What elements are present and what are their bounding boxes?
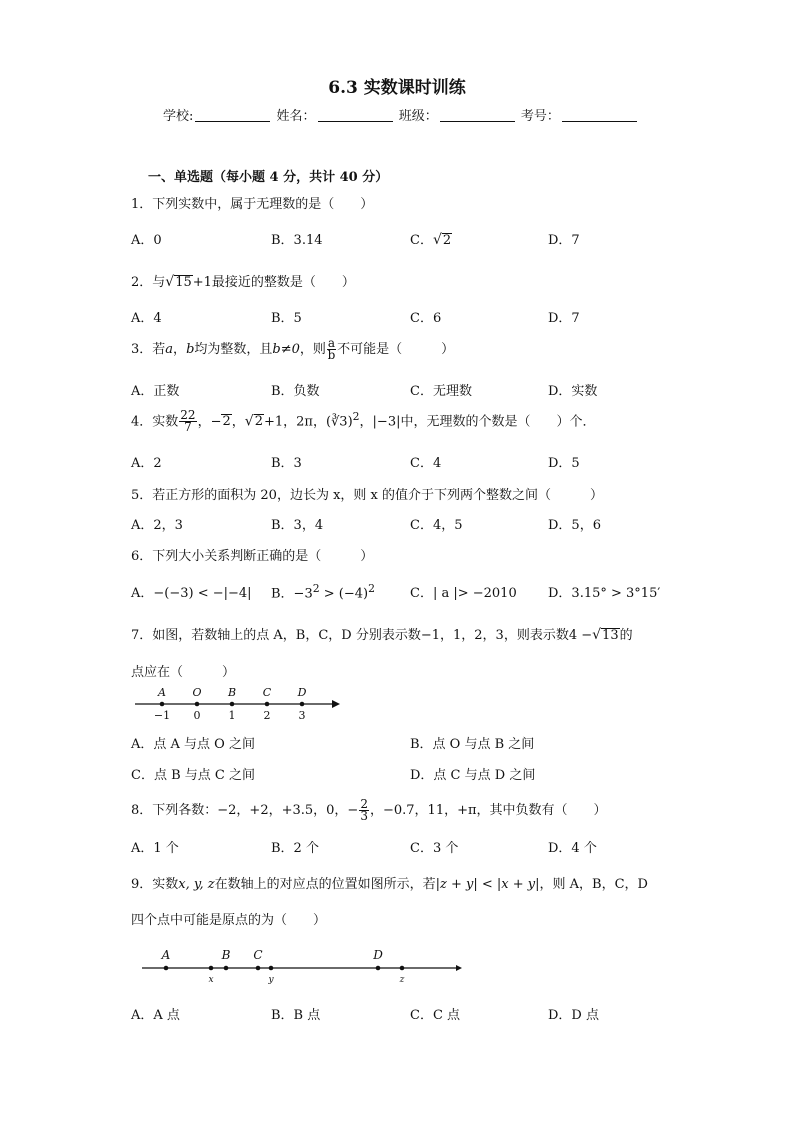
school-blank[interactable]: [195, 109, 270, 122]
q8-option-b[interactable]: B．2 个: [271, 841, 319, 856]
q9-option-c[interactable]: C．C 点: [410, 1008, 461, 1023]
axis-point-label-C: C: [262, 686, 272, 699]
q9-option-b[interactable]: B．B 点: [271, 1008, 321, 1023]
q2-option-c[interactable]: C．6: [410, 311, 442, 326]
q3-option-c[interactable]: C．无理数: [410, 384, 472, 399]
q1-option-c[interactable]: C．√2: [410, 232, 452, 248]
q4-fraction: $\frac{22}{7}$: [180, 408, 196, 435]
q5-option-a[interactable]: A．2，3: [131, 518, 183, 533]
q4-option-d[interactable]: D．5: [548, 456, 580, 471]
axis-point-O: [195, 702, 200, 707]
axis-tick-label: 3: [298, 709, 306, 722]
name-label: 姓名：: [276, 109, 316, 124]
axis-var-label-z: z: [399, 975, 405, 985]
q2-option-d[interactable]: D．7: [548, 311, 580, 326]
axis-point-A: [160, 702, 165, 707]
q6-option-b[interactable]: B．$-3^2 > (-4)^2$: [271, 582, 375, 602]
number-label: 考号：: [520, 109, 560, 124]
q4-option-c[interactable]: C．4: [410, 456, 442, 471]
axis-point-label-D: D: [297, 686, 307, 699]
axis-point-B: [230, 702, 235, 707]
q8-option-a[interactable]: A．1 个: [131, 841, 179, 856]
section-heading: 一、单选题（每小题 4 分，共计 40 分）: [148, 170, 389, 185]
axis-point-label-D: D: [373, 948, 383, 962]
q5-option-c[interactable]: C．4，5: [410, 518, 463, 533]
axis-var-point-z: [400, 966, 405, 971]
axis-point-C: [256, 966, 261, 971]
q4-option-b[interactable]: B．3: [271, 456, 302, 471]
page-title: 6.3 实数课时训练: [328, 78, 466, 98]
class-label: 班级：: [398, 109, 438, 124]
q1-option-a[interactable]: A．0: [131, 233, 162, 248]
number-blank[interactable]: [562, 109, 637, 122]
q6-option-a[interactable]: A．−(−3) < −|−4|: [131, 586, 252, 601]
q3-option-d[interactable]: D．实数: [548, 384, 598, 399]
class-blank[interactable]: [440, 109, 515, 122]
q6-option-d[interactable]: D．3.15° > 3°15′: [548, 586, 661, 601]
axis-var-point-x: [209, 966, 214, 971]
axis-var-point-y: [269, 966, 274, 971]
q1-option-b[interactable]: B．3.14: [271, 233, 323, 248]
question-4: 4．实数 $\frac{22}{7}$ ，−2，√2+1，2π，(∛3)$^2$，|−3|中，无理数的个数是（ ）个．: [131, 408, 596, 435]
axis-point-A: [164, 966, 169, 971]
school-label: 学校:: [163, 109, 194, 124]
axis-arrow: [332, 700, 340, 708]
q6-option-c[interactable]: C．| a |> −2010: [410, 586, 517, 601]
question-7: 7．如图，若数轴上的点 A，B，C，D 分别表示数−1，1，2，3，则表示数4 −√13的: [131, 627, 633, 643]
q4-option-a[interactable]: A．2: [131, 456, 162, 471]
question-9: 9．实数x, y, z在数轴上的对应点的位置如图所示，若|z + y| < |x + y|，则 A，B，C，D: [131, 877, 648, 892]
q7-option-a[interactable]: A．点 A 与点 O 之间: [131, 737, 255, 752]
q5-option-d[interactable]: D．5，6: [548, 518, 601, 533]
q2-option-a[interactable]: A．4: [131, 311, 162, 326]
question-8: 8．下列各数：−2，+2，+3.5，0，− $\frac{2}{3}$ ，−0.7，11，+π，其中负数有（ ）: [131, 797, 607, 823]
q8-option-d[interactable]: D．4 个: [548, 841, 597, 856]
question-7-line2: 点应在（ ）: [131, 665, 236, 680]
axis-point-label-B: B: [221, 948, 231, 962]
axis-point-label-O: O: [192, 686, 202, 699]
axis-point-D: [376, 966, 381, 971]
axis-var-label-y: y: [268, 975, 274, 985]
q8-option-c[interactable]: C．3 个: [410, 841, 459, 856]
number-line-figure-1: [130, 684, 350, 724]
student-info-line: [163, 105, 639, 124]
q3-fraction: $\frac{a}{b}$: [327, 336, 336, 362]
axis-arrow: [456, 965, 462, 971]
q3-option-b[interactable]: B．负数: [271, 384, 320, 399]
axis-tick-label: 1: [228, 709, 236, 722]
q3-option-a[interactable]: A．正数: [131, 384, 180, 399]
q7-option-c[interactable]: C．点 B 与点 C 之间: [131, 768, 255, 783]
axis-tick-label: −1: [153, 709, 171, 722]
axis-tick-label: 2: [263, 709, 271, 722]
axis-point-label-A: A: [161, 948, 171, 962]
question-9-line2: 四个点中可能是原点的为（ ）: [131, 913, 327, 928]
question-2: 2．与√15+1最接近的整数是（ ）: [131, 274, 355, 290]
axis-point-label-C: C: [253, 948, 263, 962]
question-5: 5．若正方形的面积为 20，边长为 x，则 x 的值介于下列两个整数之间（ ）: [131, 488, 604, 503]
q7-option-d[interactable]: D．点 C 与点 D 之间: [410, 768, 536, 783]
axis-point-B: [224, 966, 229, 971]
axis-tick-label: 0: [193, 709, 201, 722]
axis-point-label-A: A: [158, 686, 166, 699]
q1-option-d[interactable]: D．7: [548, 233, 580, 248]
axis-var-label-x: x: [208, 975, 214, 985]
question-3: 3．若a，b均为整数，且b≠0，则 $\frac{a}{b}$ 不可能是（ ）: [131, 336, 455, 362]
axis-point-label-B: B: [227, 686, 237, 699]
q7-option-b[interactable]: B．点 O 与点 B 之间: [410, 737, 535, 752]
name-blank[interactable]: [318, 109, 393, 122]
q9-option-d[interactable]: D．D 点: [548, 1008, 599, 1023]
q5-option-b[interactable]: B．3，4: [271, 518, 324, 533]
q8-fraction: $\frac{2}{3}$: [360, 797, 368, 823]
q9-option-a[interactable]: A．A 点: [131, 1008, 180, 1023]
axis-point-C: [265, 702, 270, 707]
question-6: 6．下列大小关系判断正确的是（ ）: [131, 549, 374, 564]
q2-option-b[interactable]: B．5: [271, 311, 302, 326]
number-line-figure-2: [140, 945, 470, 987]
question-1: 1．下列实数中，属于无理数的是（ ）: [131, 197, 374, 212]
axis-point-D: [300, 702, 305, 707]
